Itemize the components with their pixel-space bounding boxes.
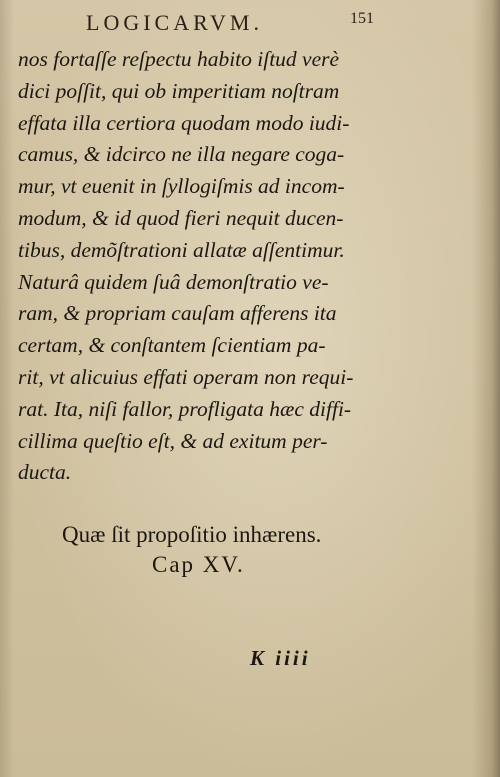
page-gutter-shadow (472, 0, 500, 777)
chapter-number: Cap XV. (152, 552, 245, 577)
text-line: effata illa certiora quodam modo iudi- (18, 110, 350, 135)
text-line: ducta. (18, 460, 72, 485)
page-left-edge-shadow (0, 0, 14, 777)
text-line: mur, vt euenit in ſyllogiſmis ad incom- (18, 174, 345, 199)
text-line: modum, & id quod fieri nequit ducen- (18, 205, 344, 230)
text-line: cillima queſtio eſt, & ad exitum per- (18, 428, 328, 453)
text-line: dici poſſit, qui ob imperitiam noſtram (18, 78, 340, 103)
text-line: ram, & propriam cauſam afferens ita (18, 301, 337, 326)
page-number: 151 (350, 10, 374, 27)
text-line: rit, vt alicuius effati operam non requi- (18, 364, 354, 389)
text-line: tibus, demõſtrationi allatæ aſſentimur. (18, 237, 345, 262)
signature-mark: K iiii (250, 646, 311, 670)
text-line: Naturâ quidem ſuâ demonſtratio ve- (18, 269, 329, 294)
body-paragraph (18, 44, 388, 489)
text-line: camus, & idcirco ne illa negare coga- (18, 142, 345, 167)
chapter-heading: Quæ ſit propoſitio inhærens. (62, 522, 322, 547)
text-line: certam, & conſtantem ſcientiam pa- (18, 333, 326, 358)
text-line: nos fortaſſe reſpectu habito iſtud verè (18, 47, 340, 71)
running-head: LOGICARVM. (86, 10, 263, 35)
text-line: rat. Ita, niſi fallor, profligata hæc diffi- (18, 396, 352, 421)
